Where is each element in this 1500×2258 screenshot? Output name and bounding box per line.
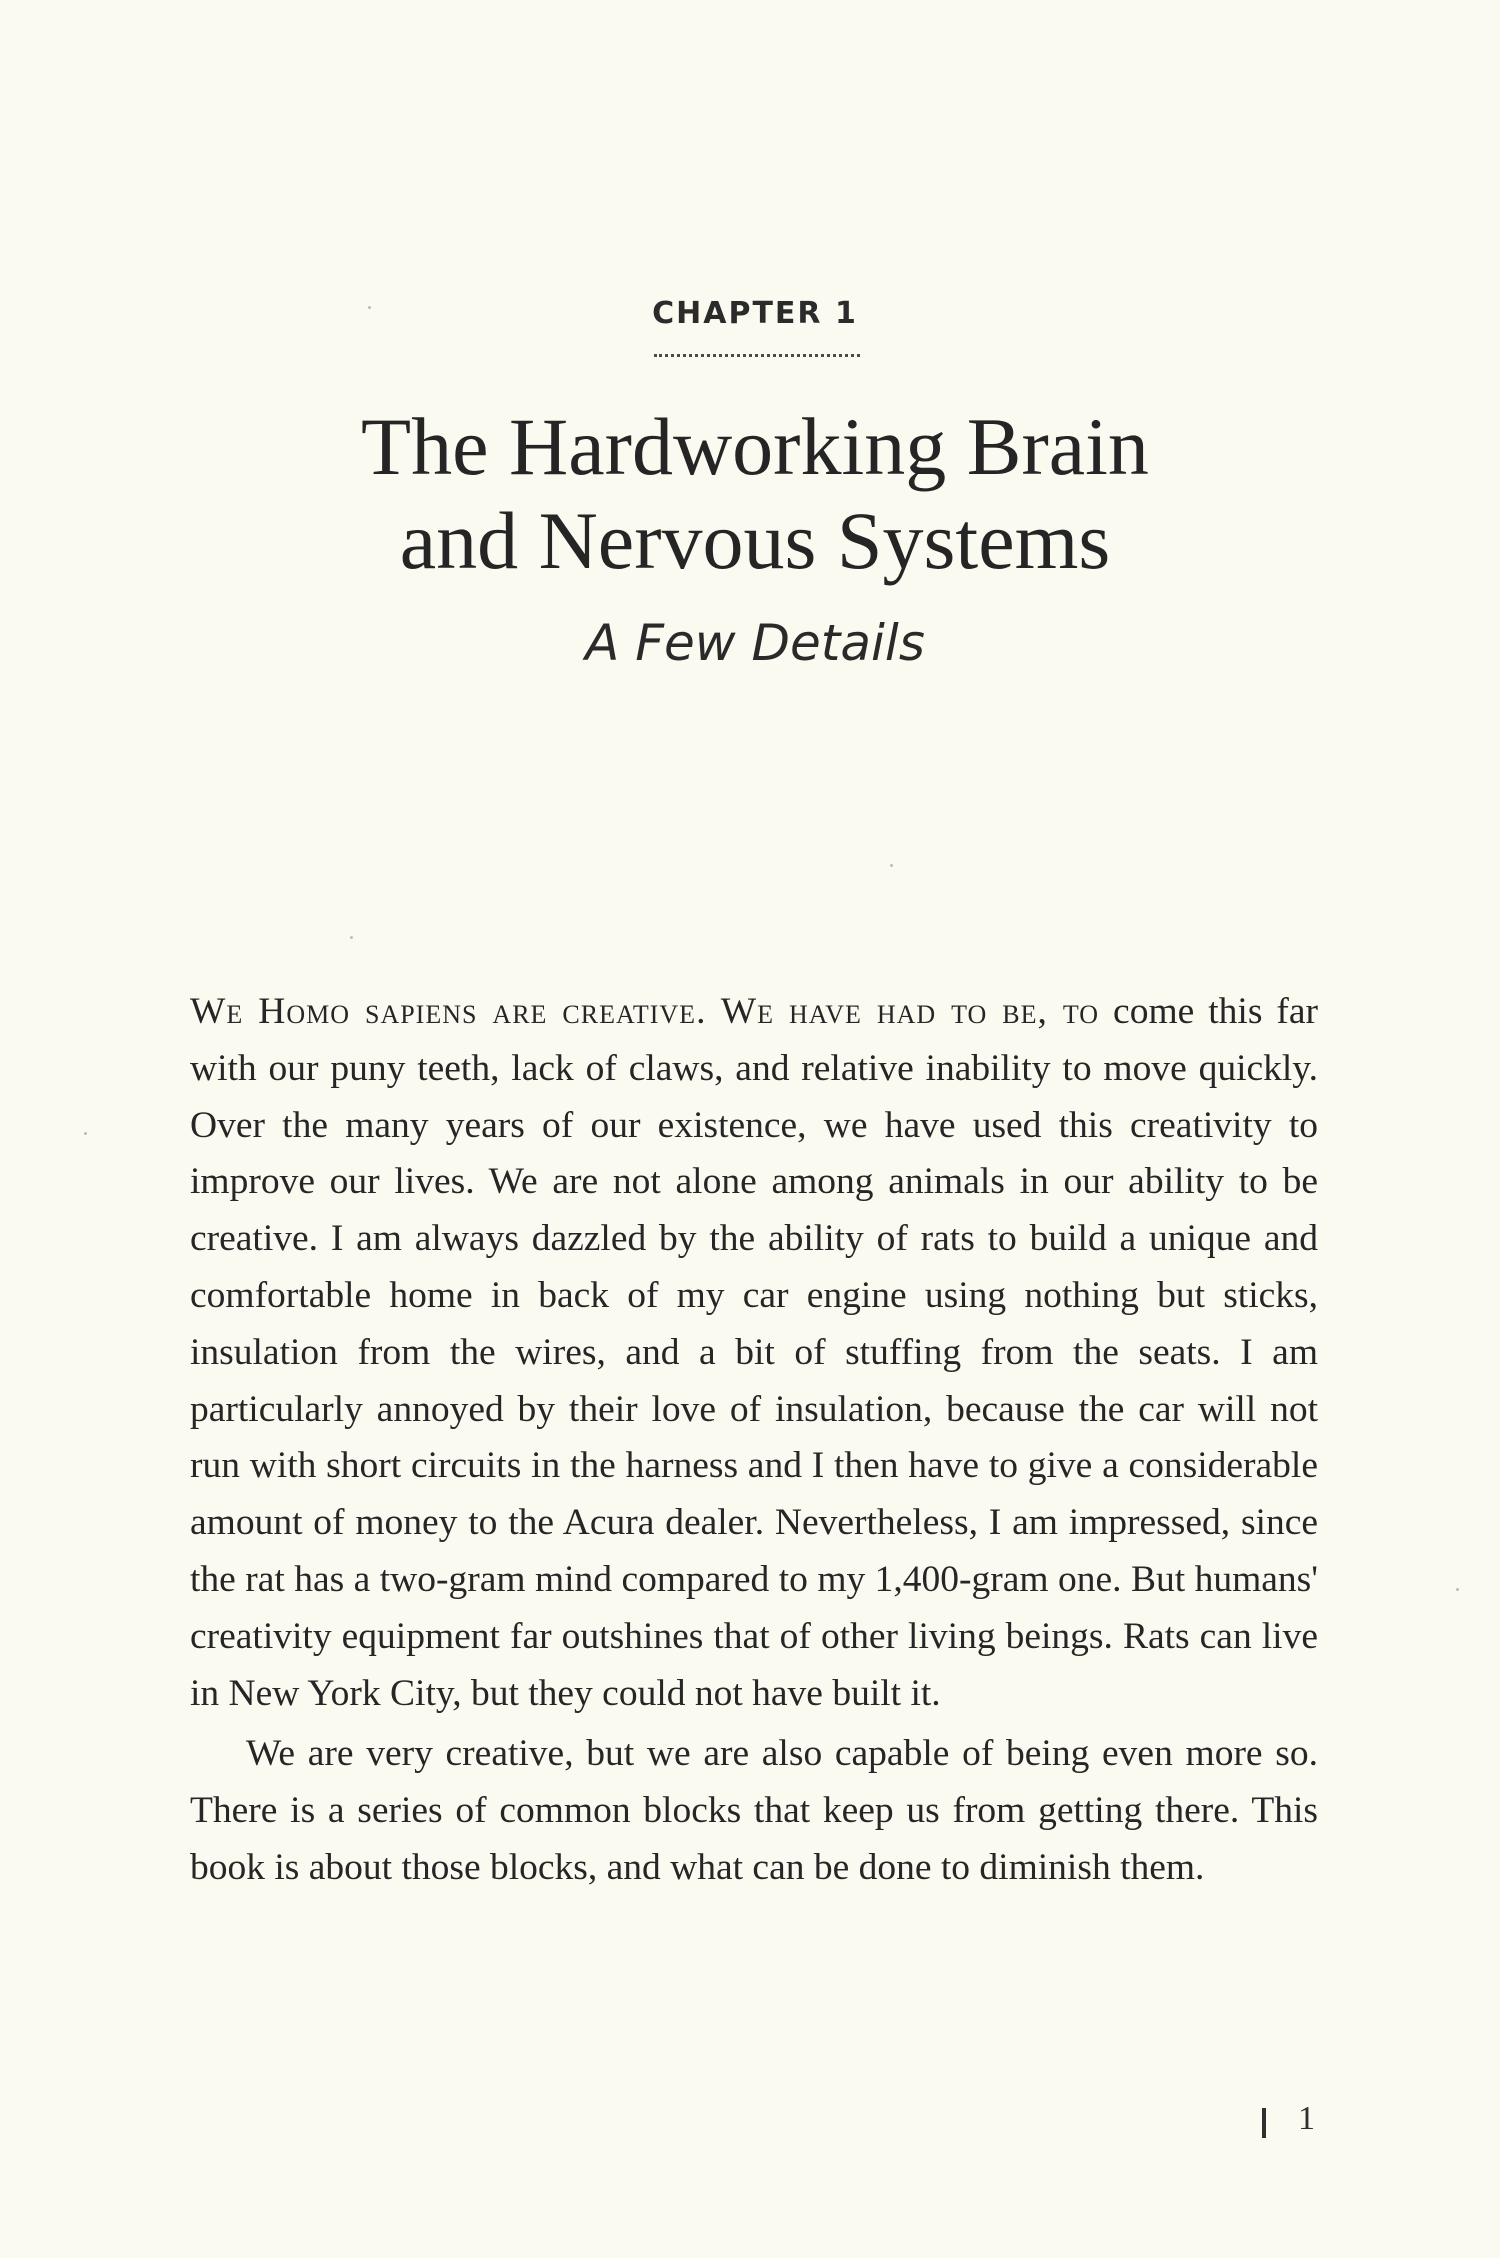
chapter-title xyxy=(0,400,1500,588)
chapter-title-line-1: The Hardworking Brain xyxy=(361,401,1149,492)
paragraph-2: We are very creative, but we are also capable of being even more so. There is a series of common blocks that keep us from getting there. This book is about those blocks, and what can be done to diminish them. xyxy=(190,1733,1318,1888)
chapter-label: CHAPTER 1 xyxy=(652,296,858,331)
paper-speck xyxy=(1456,1588,1459,1591)
paper-speck xyxy=(350,936,353,939)
page-number: 1 xyxy=(1298,2100,1315,2137)
paper-speck xyxy=(368,306,371,309)
chapter-title-line-2: and Nervous Systems xyxy=(399,495,1111,586)
chapter-rule xyxy=(654,354,860,357)
body-text xyxy=(190,984,1318,1897)
folio-bar xyxy=(1262,2108,1266,2138)
chapter-subtitle: A Few Details xyxy=(585,614,925,672)
paragraph-1 xyxy=(190,984,1318,1722)
paper-speck xyxy=(84,1132,87,1135)
paragraph-1-lead: We Homo sapiens are creative. We have had to be, to xyxy=(190,991,1100,1032)
paper-speck xyxy=(890,864,893,867)
paragraph-1-text: come this far with our puny teeth, lack of claws, and relative inability to move quickly. Over the many years of our existence, we have used this creativity to improve our lives. We are not alone among animals in our ability to be creative. I am always dazzled by the ability of rats to build a unique and comfortable home in back of my car engine using nothing but sticks, insulation from the wires, and a bit of stuffing from the seats. I am particularly annoyed by their love of insulation, because the car will not run with short circuits in the harness and I then have to give a considerable amount of money to the Acura dealer. Nevertheless, I am impressed, since the rat has a two-gram mind compared to my 1,400-gram one. But humans' creativity equipment far outshines that of other living beings. Rats can live in New York City, but they could not have built it. xyxy=(190,991,1319,1714)
